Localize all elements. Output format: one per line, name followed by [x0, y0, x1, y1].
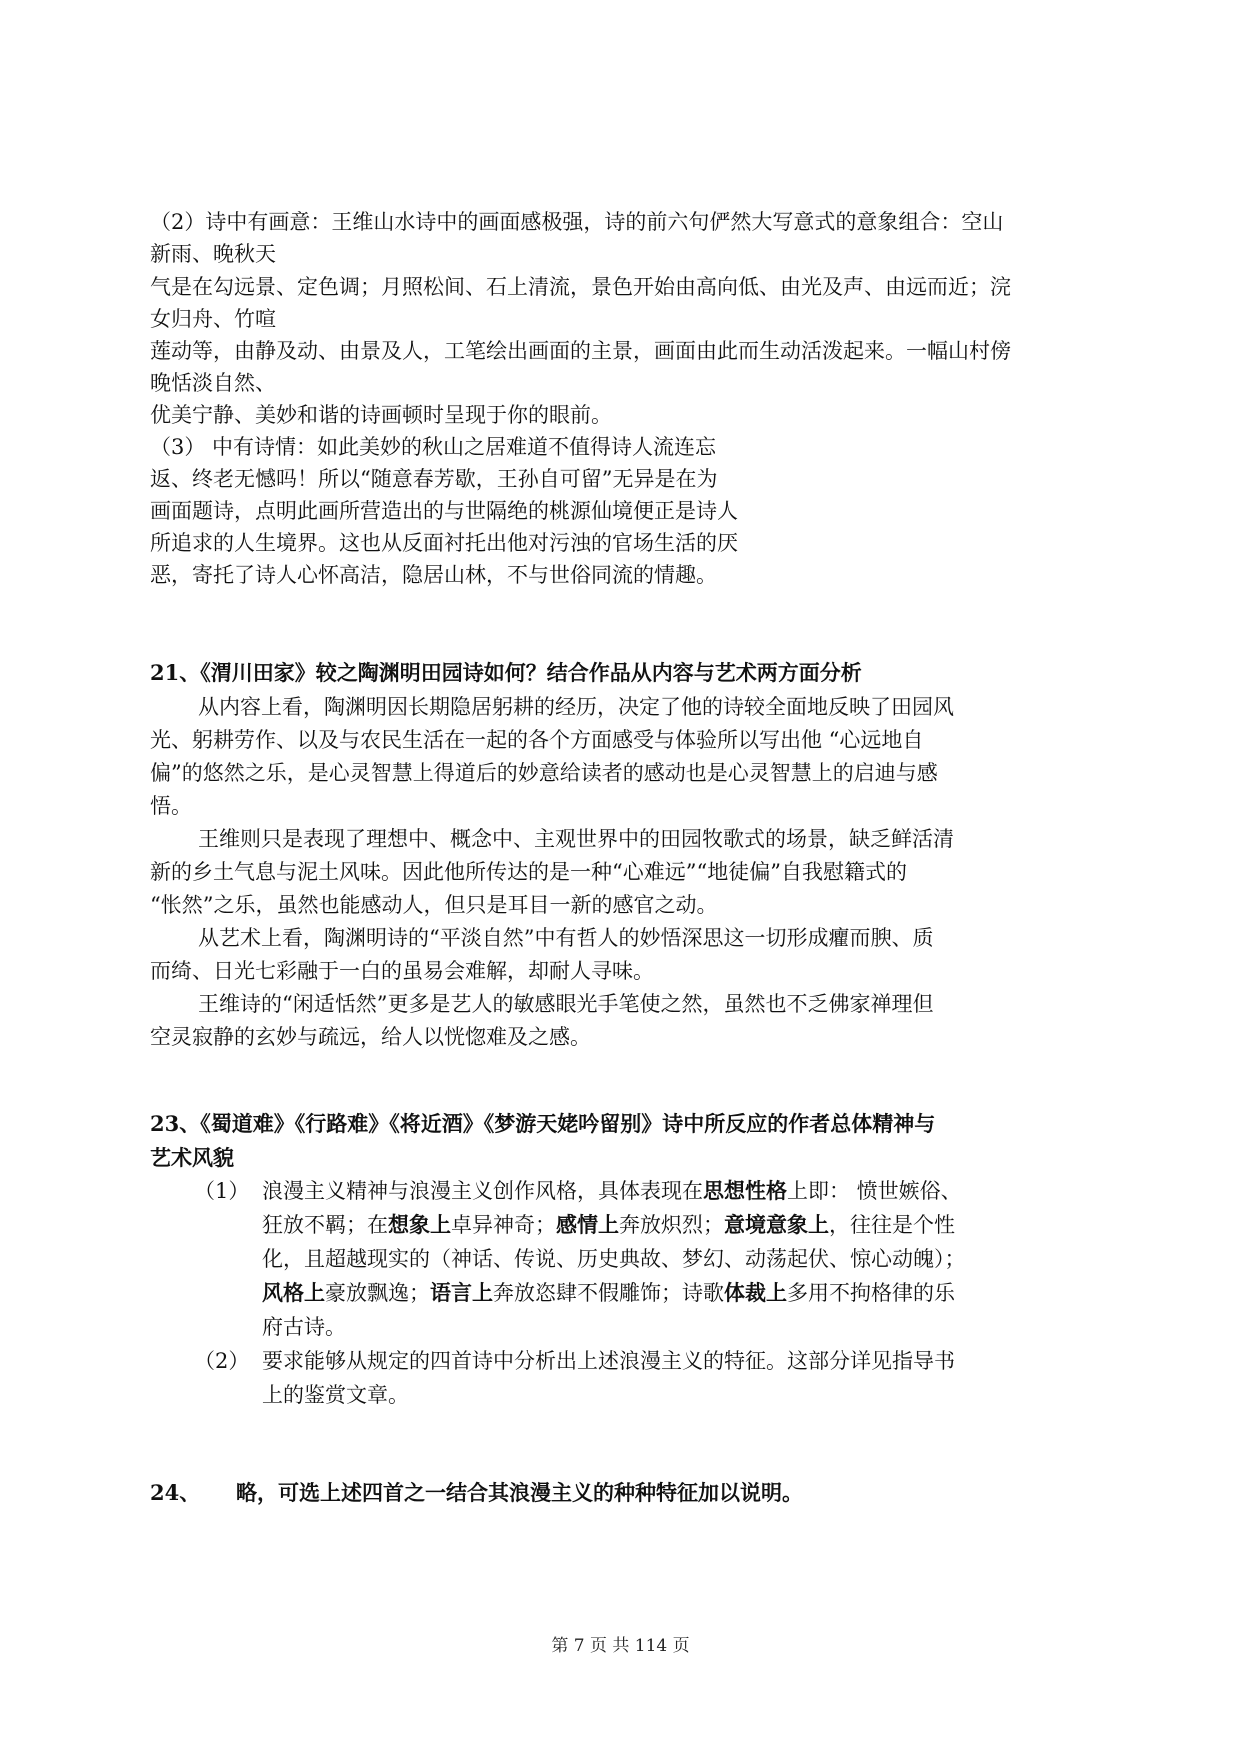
q23-item2-line: 要求能够从规定的四首诗中分析出上述浪漫主义的特征。这部分详见指导书	[262, 1349, 955, 1373]
sec20-p2-line: 莲动等，由静及动、由景及人，工笔绘出画面的主景，画面由此而生动活泼起来。一幅山村傍	[150, 339, 1011, 363]
q21-text-line: 空灵寂静的玄妙与疏远，给人以恍惚难及之感。	[150, 1025, 591, 1049]
q23-item2-number: （2）	[194, 1349, 250, 1373]
sec20-p2-line: 气是在勾远景、定色调；月照松间、石上清流，景色开始由高向低、由光及声、由远而近；浣	[150, 275, 1011, 299]
sec20-p2-line: 优美宁静、美妙和谐的诗画顿时呈现于你的眼前。	[150, 403, 612, 427]
q24-text: 略，可选上述四首之一结合其浪漫主义的种种特征加以说明。	[236, 1480, 803, 1505]
q21-text-line: 从艺术上看，陶渊明诗的“平淡自然”中有哲人的妙悟深思这一切形成癯而腴、质	[198, 926, 934, 950]
sec20-p2-line: 晚恬淡自然、	[150, 371, 276, 395]
q21-text-line: 悟。	[150, 794, 192, 818]
q23-item1-line: 狂放不羁；在想象上卓异神奇；感情上奔放炽烈；意境意象上，往往是个性	[262, 1212, 955, 1237]
sec20-p2-line: 新雨、晚秋天	[150, 242, 276, 266]
q21-text-line: 而绮、日光七彩融于一白的虽易会难解，却耐人寻味。	[150, 959, 654, 983]
q23-item2-line: 上的鉴赏文章。	[262, 1383, 409, 1407]
q23-item1-line: 化，且超越现实的（神话、传说、历史典故、梦幻、动荡起伏、惊心动魄）；	[262, 1247, 966, 1271]
q21-text-line: “怅然”之乐，虽然也能感动人，但只是耳目一新的感官之动。	[150, 893, 718, 917]
q23-title: 艺术风貌	[150, 1145, 234, 1170]
q23-item1-line: 风格上豪放飘逸；语言上奔放恣肆不假雕饰；诗歌体裁上多用不拘格律的乐	[262, 1280, 955, 1305]
sec20-p3-line: 所追求的人生境界。这也从反面衬托出他对污浊的官场生活的厌	[150, 531, 738, 555]
q21-text-line: 王维则只是表现了理想中、概念中、主观世界中的田园牧歌式的场景，缺乏鲜活清	[198, 827, 954, 851]
sec20-p3-line: （3） 中有诗情：如此美妙的秋山之居难道不值得诗人流连忘	[150, 435, 717, 459]
sec20-p3-line: 恶，寄托了诗人心怀高洁，隐居山林，不与世俗同流的情趣。	[150, 563, 717, 587]
q23-item1-number: （1）	[194, 1179, 250, 1203]
q21-text-line: 从内容上看，陶渊明因长期隐居躬耕的经历，决定了他的诗较全面地反映了田园风	[198, 695, 954, 719]
q21-text-line: 偏”的悠然之乐，是心灵智慧上得道后的妙意给读者的感动也是心灵智慧上的启迪与感	[150, 761, 938, 785]
q23-item1-line: 浪漫主义精神与浪漫主义创作风格，具体表现在思想性格上即： 愤世嫉俗、	[262, 1178, 962, 1203]
sec20-p2-line: （2）诗中有画意：王维山水诗中的画面感极强，诗的前六句俨然大写意式的意象组合：空山	[150, 210, 1004, 234]
q23-item1-line: 府古诗。	[262, 1315, 346, 1339]
sec20-p3-line: 画面题诗，点明此画所营造出的与世隔绝的桃源仙境便正是诗人	[150, 499, 738, 523]
sec20-p2-line: 女归舟、竹喧	[150, 307, 276, 331]
q23-title: 23、《蜀道难》《行路难》《将近酒》《梦游天姥吟留别》诗中所反应的作者总体精神与	[150, 1111, 936, 1136]
q21-text-line: 王维诗的“闲适恬然”更多是艺人的敏感眼光手笔使之然，虽然也不乏佛家禅理但	[198, 992, 934, 1016]
page-footer: 第 7 页 共 114 页	[551, 1636, 690, 1656]
q21-text-line: 新的乡土气息与泥土风味。因此他所传达的是一种“心难远”“地徒偏”自我慰籍式的	[150, 860, 907, 884]
q24-number: 24、	[150, 1480, 201, 1505]
sec20-p3-line: 返、终老无憾吗！所以“随意春芳歇，王孙自可留”无异是在为	[150, 467, 718, 491]
q21-text-line: 光、躬耕劳作、以及与农民生活在一起的各个方面感受与体验所以写出他 “心远地自	[150, 728, 924, 752]
q21-title: 21、《渭川田家》较之陶渊明田园诗如何？结合作品从内容与艺术两方面分析	[150, 660, 862, 685]
